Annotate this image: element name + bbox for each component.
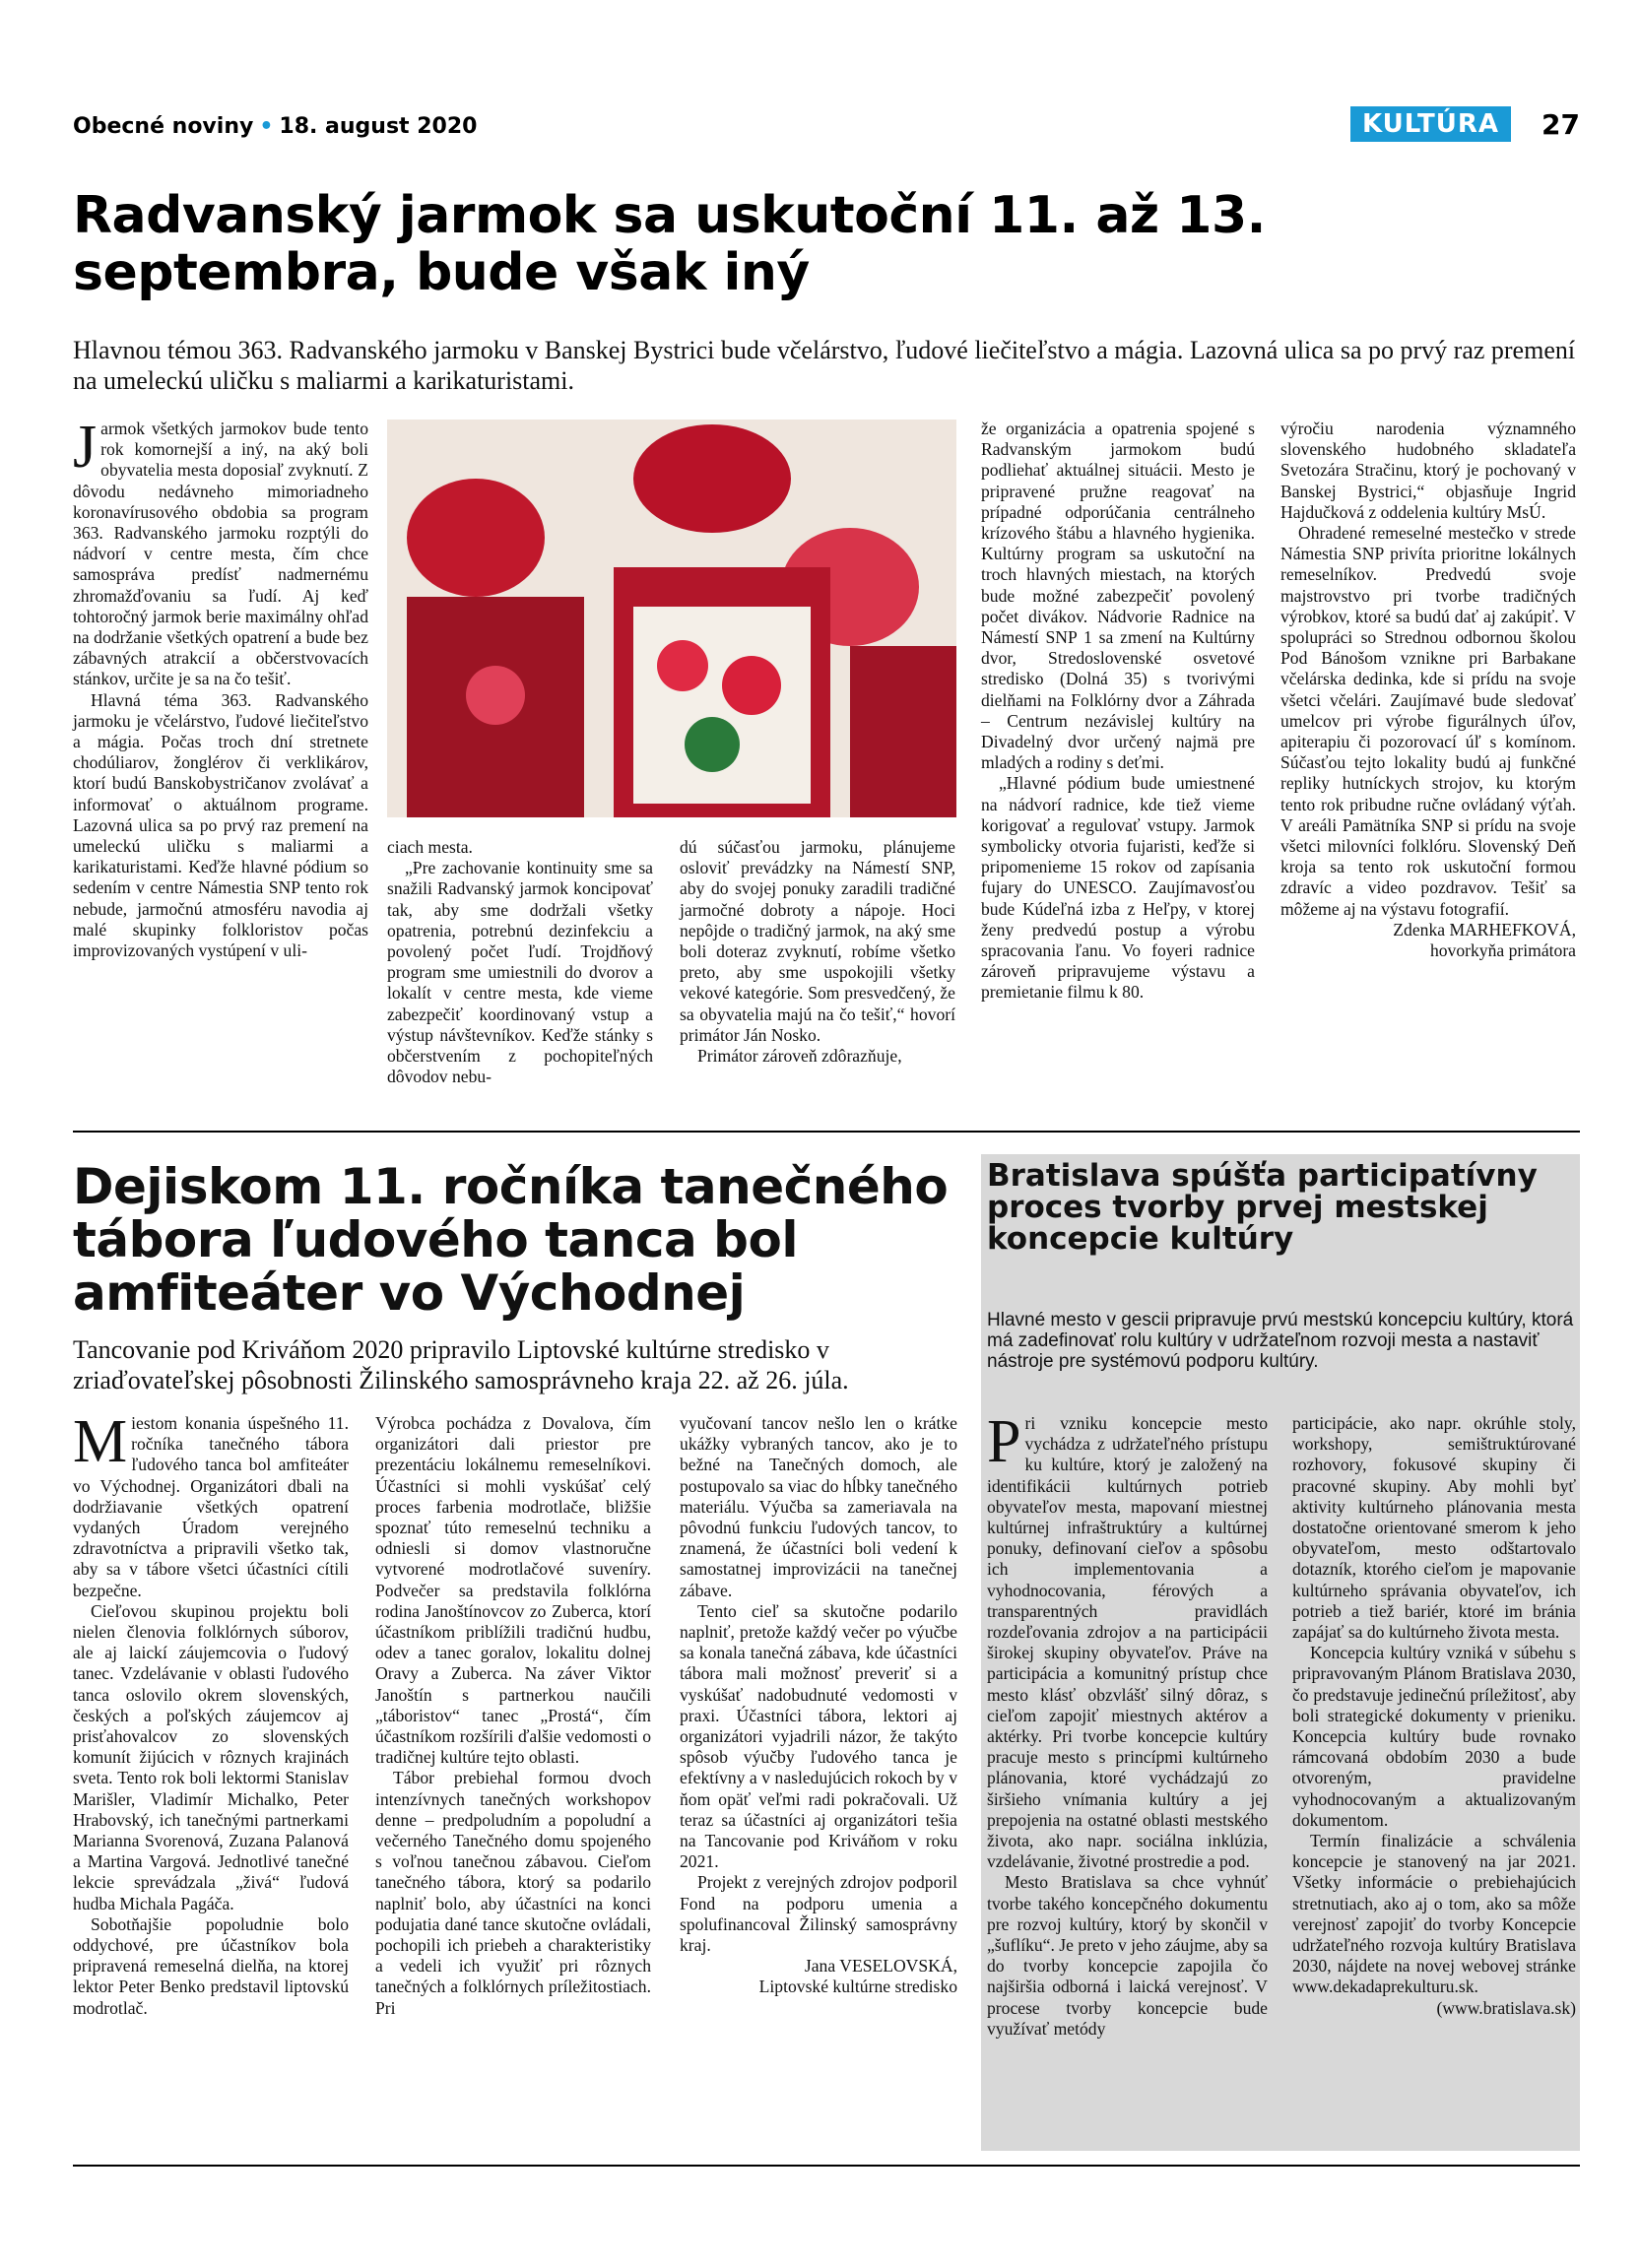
article3-source: (www.bratislava.sk) (1436, 1997, 1576, 2018)
article2-headline: Dejiskom 11. ročníka tanečného tábora ľudového tanca bol amfiteáter vo Východnej (73, 1158, 949, 1322)
article2-col2-para-1: Výrobca pochádza z Dovalova, čím organizátori dali priestor pre prezentáciu lokálnemu remeselníkovi. Účastníci si mohli vyskúšať celý proces farbenia modrotlače, bližšie spoznať túto remeselnú techniku a odniesli si domov vlastnoručne vytvorené modrotlačové suveníry. Podvečer sa predstavila folklórna rodina Janoštínovcov zo Zuberca, ktorí účastníkom priblížili tradičnú hudbu, odev a tanec goralov, lokalitu dolnej Oravy a Zuberca. Na záver Viktor Janoštín s partnerkou naučili „táboristov“ tanec „Prostá“, čím účastníkom rozšírili ďalšie vedomosti o tradičnej kultúre tejto oblasti. (375, 1413, 651, 1768)
article2-author-role: Liptovské kultúrne stredisko (758, 1976, 957, 1997)
article1-col2-para-2: „Pre zachovanie kontinuity sme sa snažili Radvanský jarmok koncipovať tak, aby sme dodržali všetky opatrenia, potrebnú dezinfekciu a povolený počet ľudí. Trojdňový program sme umiestnili do dvorov a lokalít v centre mesta, kde vieme zabezpečiť koordinovaný vstup a výstup návštevníkov. Keďže stánky s občerstvením z pochopiteľných dôvodov nebu- (387, 858, 653, 1087)
article1-column-1 (73, 414, 368, 961)
article2-lead: Tancovanie pod Kriváňom 2020 pripravilo Liptovské kultúrne stredisko v zriaďovateľskej pôsobnosti Žilinského samosprávneho kraja 22. až 26. júla. (73, 1335, 849, 1394)
drop-cap: M (73, 1408, 128, 1475)
article2-col1-para-3: Sobotňajšie popoludnie bolo oddychové, pre účastníkov bola pripravená remeselná dielňa, na ktorej lektor Peter Benko predstavil liptovskú modrotlač. (73, 1913, 349, 2018)
article1-col1-para-1 (73, 414, 368, 690)
article2-col2-para-2: Tábor prebiehal formou dvoch intenzívnych tanečných workshopov denne – predpoludním a popoludní a večerného Tanečného domu spojeného s voľnou tanečnou zábavou. Cieľom tanečného tábora, ktorý sa podarilo naplniť bolo, aby účastníci na konci podujatia dané tance skutočne ovládali, pochopili ich priebeh a charakteristiky a vedeli ich využiť pri rôznych tanečných a folklórnych príležitostiach. Pri (375, 1768, 651, 2018)
article1-col1-para-2: Hlavná téma 363. Radvanského jarmoku je včelárstvo, ľudové liečiteľstvo a mágia. Počas troch dní stretnete chodúliarov, žonglérov či verklikárov, ktorí budú Banskobystričanov zvolávať a informovať o aktuálnom programe. Lazovná ulica sa po prvý raz premení na umeleckú uličku s maliarmi a karikaturistami. Keďže hlavné pódium so sedením v centre Námestia SNP tento rok nebude, jarmočnú atmosféru navodia aj malé skupinky folkloristov počas improvizovaných vystúpení v uli- (73, 689, 368, 961)
article3-headline: Bratislava spúšťa participatívny proces tvorby prvej mestskej koncepcie kultúry (987, 1158, 1538, 1257)
article2-column-2 (375, 1413, 651, 2019)
article2-col3-para-1: vyučovaní tancov nešlo len o krátke ukážky vybraných tancov, ako je to bežné na Tanečných domoch, ale postupovalo sa viac do hĺbky tanečného materiálu. Výučba sa zameriavala na pôvodnú funkciu ľudových tancov, to znamená, že účastníci boli vedení k samostatnej improvizácii na tanečnej zábave. (680, 1413, 957, 1600)
article1-col1-para-1-text: armok všetkých jarmokov bude tento rok komornejší a iný, na aký boli obyvatelia mesta doposiaľ zvyknutí. Z dôvodu nedávneho mimoriadneho koronavírusového obdobia sa program 363. Radvanského jarmoku rozptýli do nádvorí v centre mesta, čím chce samospráva predísť nadmernému zhromažďovaniu sa ľudí. Aj keď tohtoročný jarmok berie maximálny ohľad na dodržanie všetkých opatrení a bude bez zábavných atrakcií a občerstvovacích stánkov, určite je sa na čo tešiť. (73, 419, 368, 689)
drop-cap: P (987, 1408, 1021, 1475)
article3-col2-para-2: Koncepcia kultúry vzniká v súbehu s pripravovaným Plánom Bratislava 2030, čo predstavuje jedinečnú príležitosť, aby boli strategické dokumenty v prieniku. Koncepcia kultúry bude rovnako rámcovaná obdobím 2030 a bude otvoreným, pravidelne vyhodnocovaným a aktualizovaným dokumentom. (1292, 1643, 1576, 1830)
article1-col4-para-2: Ohradené remeselné mestečko v strede Námestia SNP privíta prioritne lokálnych remeselníkov. Predvedú svoje majstrovstvo pri tvorbe tradičných výrobkov, ktoré sa budú dať aj zakúpiť. V spolupráci so Strednou odbornou školou Pod Bánošom vznikne pri Barbakane včelárska dedinka, kde si prídu na svoje všetci včelári. Zaujímavé bude sledovať umelcov pri výrobe figurálnych úľov, apiterapiu či pozorovací úľ s komínom. Súčasťou tejto lokality budú aj funkčné repliky hutníckych strojov, ku ktorým tento rok pribudne ručne ovládaný výťah. V areáli Pamätníka SNP si prídu na svoje všetci milovníci folklóru. Slovenský Deň kroja sa tento rok uskutoční formou zdravíc a video pozdravov. Tešiť sa môžeme aj na výstavu fotografií. (1280, 523, 1576, 919)
article2-author: Jana VESELOVSKÁ, (804, 1956, 957, 1976)
folk-costume-photo-illustration (387, 420, 956, 817)
bottom-rule (73, 2165, 1580, 2167)
article1-col3b-para-2: Primátor zároveň zdôrazňuje, (697, 1046, 902, 1067)
folk-costume-photo (387, 420, 956, 817)
article2-col3-para-2: Tento cieľ sa skutočne podarilo naplniť, pretože každý večer po výučbe sa konala tanečná zábava, kde účastníci tábora mali možnosť preveriť si a vyskúšať nadobudnuté vedomosti v praxi. Účastníci tábora, lektori aj organizátori vyjadrili názor, že takýto spôsob výučby ľudového tanca je efektívny a v nasledujúcich rokoch by v ňom opäť veľmi radi pokračovali. Už teraz sa účastníci aj organizátori tešia na Tancovanie pod Kriváňom v roku 2021. (680, 1600, 957, 1872)
issue-date: 18. august 2020 (279, 114, 478, 139)
article1-col2-para-1: ciach mesta. (387, 837, 473, 857)
publication-name: Obecné noviny (73, 114, 254, 139)
article1-col3-para-2: „Hlavné pódium bude umiestnené na nádvorí radnice, kde tiež vieme korigovať a regulovať vstupy. Jarmok symbolicky otvoria fujaristi, keďže si pripomenieme 15 rokov od zapísania fujary do UNESCO. Zaujímavosťou bude Kúdeľná izba z Heľpy, v ktorej ženy predvedú postup a výrobu spracovania ľanu. Vo foyeri radnice zároveň pripravujeme výstavu a premietanie filmu k 80. (981, 773, 1255, 1003)
article3-lead: Hlavné mesto v gescii pripravuje prvú mestskú koncepciu kultúry, ktorá má zadefinovať rolu kultúry v udržateľnom rozvoji mesta a nastaviť nástroje pre systémovú podporu kultúry. (987, 1310, 1574, 1372)
article3-column-2 (1292, 1413, 1576, 2019)
article2-column-1 (73, 1408, 349, 2019)
article1-column-2 (387, 837, 653, 1087)
section-divider (73, 1131, 1580, 1133)
article3-col1-para-1-text: ri vzniku koncepcie mesto vychádza z udržateľného prístupu ku kultúre, ktorý je založený na identifikácii kultúrnych potrieb obyvateľov mesta, mapovaní miestnej kultúrnej infraštruktúry a kultúrnej ponuky, definovaní cieľov a spôsobu ich implementovania a vyhodnocovania, férových a transparentných pravidlách rozdeľovania zdrojov a na participácii širokej skupiny obyvateľov. Práve na participácia a komunitný prístup chce mesto klásť obzvlášť silný dôraz, s cieľom zapojiť miestnych aktérov a aktérky. Pri tvorbe koncepcie kultúry pracuje mesto s princípmi kultúrneho plánovania, ktoré vychádzajú zo širšieho vnímania kultúry a jej prepojenia na ostatné oblasti mestského života, ako napr. sociálna inklúzia, vzdelávanie, životné prostredie a pod. (987, 1413, 1268, 1872)
page-number: 27 (1542, 108, 1580, 141)
article1-column-4 (1280, 419, 1576, 961)
article2-col1-para-2: Cieľovou skupinou projektu boli nielen členovia folklórnych súborov, ale aj laickí záujemcovia o ľudový tanec. Vzdelávanie v oblasti ľudového tanca oslovilo okrem slovenských, českých a poľských záujemcov aj prisťahovalcov zo slovenských komunít žijúcich v rôznych krajinách sveta. Tento rok boli lektormi Stanislav Marišler, Vladimír Michalko, Peter Hrabovský, ich tanečnými partnerkami Marianna Svorenová, Zuzana Palanová a Martina Vargová. Jednotlivé tanečné lekcie sprevádzala „živá“ ľudová hudba Michala Pagáča. (73, 1600, 349, 1913)
article2-col3-para-3: Projekt z verejných zdrojov podporil Fond na podporu umenia a spolufinancoval Žilinský samosprávny kraj. (680, 1872, 957, 1956)
article1-author-role: hovorkyňa primátora (1429, 940, 1576, 961)
article1-col3-para-1: že organizácia a opatrenia spojené s Radvanským jarmokom budú podliehať aktuálnej situácii. Mesto je pripravené pružne reagovať na prípadné odporúčania centrálneho krízového štábu a hlavného hygienika. Kultúrny program sa uskutoční na troch hlavných miestach, na ktorých bude možné zabezpečiť povolený počet divákov. Nádvorie Radnice na Námestí SNP 1 sa zmení na Kultúrny dvor, Stredoslovenské osvetové stredisko (Dolná 35) s tvorivými dielňami na Folklórny dvor a Záhrada – Centrum nezávislej kultúry na Divadelný dvor určený najmä pre mladých a rodiny s deťmi. (981, 419, 1255, 773)
article1-column-3 (981, 419, 1255, 1004)
article2-col1-para-1 (73, 1408, 349, 1601)
article3-col1-para-2: Mesto Bratislava sa chce vyhnúť tvorbe takého koncepčného dokumentu pre rozvoj kultúry, ktorý by skončil v „šuflíku“. Je preto v jeho záujme, aby sa do tvorby koncepcie zapojila čo najširšia odborná i laická verejnosť. V procese tvorby koncepcie bude využívať metódy (987, 1872, 1268, 2039)
article1-column-3-bottom (680, 837, 955, 1067)
section-badge: KULTÚRA (1350, 106, 1511, 142)
article3-col2-para-1: participácie, ako napr. okrúhle stoly, workshopy, semištruktúrované rozhovory, fokusové skupiny či pracovné skupiny. Aby mohli byť aktivity kultúrneho plánovania mesta dostatočne orientované smerom k jeho obyvateľom, mesto odštartovalo dotazník, ktorého cieľom je mapovanie kultúrneho správania obyvateľov, ich potrieb a tiež bariér, ktoré im bránia zapájať sa do kultúrneho života mesta. (1292, 1413, 1576, 1643)
article3-column-1 (987, 1408, 1268, 2040)
separator-dot: • (259, 114, 274, 139)
article1-headline: Radvanský jarmok sa uskutoční 11. až 13. septembra, bude však iný (73, 186, 1266, 302)
article3-col1-para-1 (987, 1408, 1268, 1872)
article1-col4-para-1: výročiu narodenia významného slovenského hudobného skladateľa Svetozára Stračinu, ktorý je pochovaný v Banskej Bystrici,“ objasňuje Ingrid Hajdučková z oddelenia kultúry MsÚ. (1280, 419, 1576, 522)
publication-line (73, 114, 477, 139)
article2-column-3 (680, 1413, 957, 1998)
article2-col1-para-1-text: iestom konania úspešného 11. ročníka tanečného tábora ľudového tanca bol amfiteáter vo Východnej. Organizátori dbali na dodržiavanie všetkých opatrení vydaných Úradom verejného zdravotníctva a pripravili všetko tak, aby sa v tábore všetci účastníci cítili bezpečne. (73, 1413, 349, 1600)
article1-author: Zdenka MARHEFKOVÁ, (1393, 919, 1576, 940)
article1-lead: Hlavnou témou 363. Radvanského jarmoku v Banskej Bystrici bude včelárstvo, ľudové liečiteľstvo a mágia. Lazovná ulica sa po prvý raz premení na umeleckú uličku s maliarmi a karikaturistami. (73, 336, 1576, 395)
drop-cap: J (73, 414, 98, 481)
article1-col3b-para-1: dú súčasťou jarmoku, plánujeme osloviť prevádzky na Námestí SNP, aby do svojej ponuky zaradili tradičné jarmočné dobroty a nápoje. Hoci nepôjde o tradičný jarmok, na aký sme boli doteraz zvyknutí, robíme všetko preto, aby sme uspokojili všetky vekové kategórie. Som presvedčený, že sa obyvatelia majú na čo tešiť,“ hovorí primátor Ján Nosko. (680, 837, 955, 1045)
page-header (73, 106, 1580, 148)
article3-col2-para-3: Termín finalizácie a schválenia koncepcie je stanovený na jar 2021. Všetky informácie o prebiehajúcich stretnutiach, ako aj o tom, ako sa môže verejnosť zapojiť do tvorby Koncepcie udržateľného rozvoja kultúry Bratislava 2030, nájdete na novej webovej stránke www.dekadaprekulturu.sk. (1292, 1831, 1576, 1997)
